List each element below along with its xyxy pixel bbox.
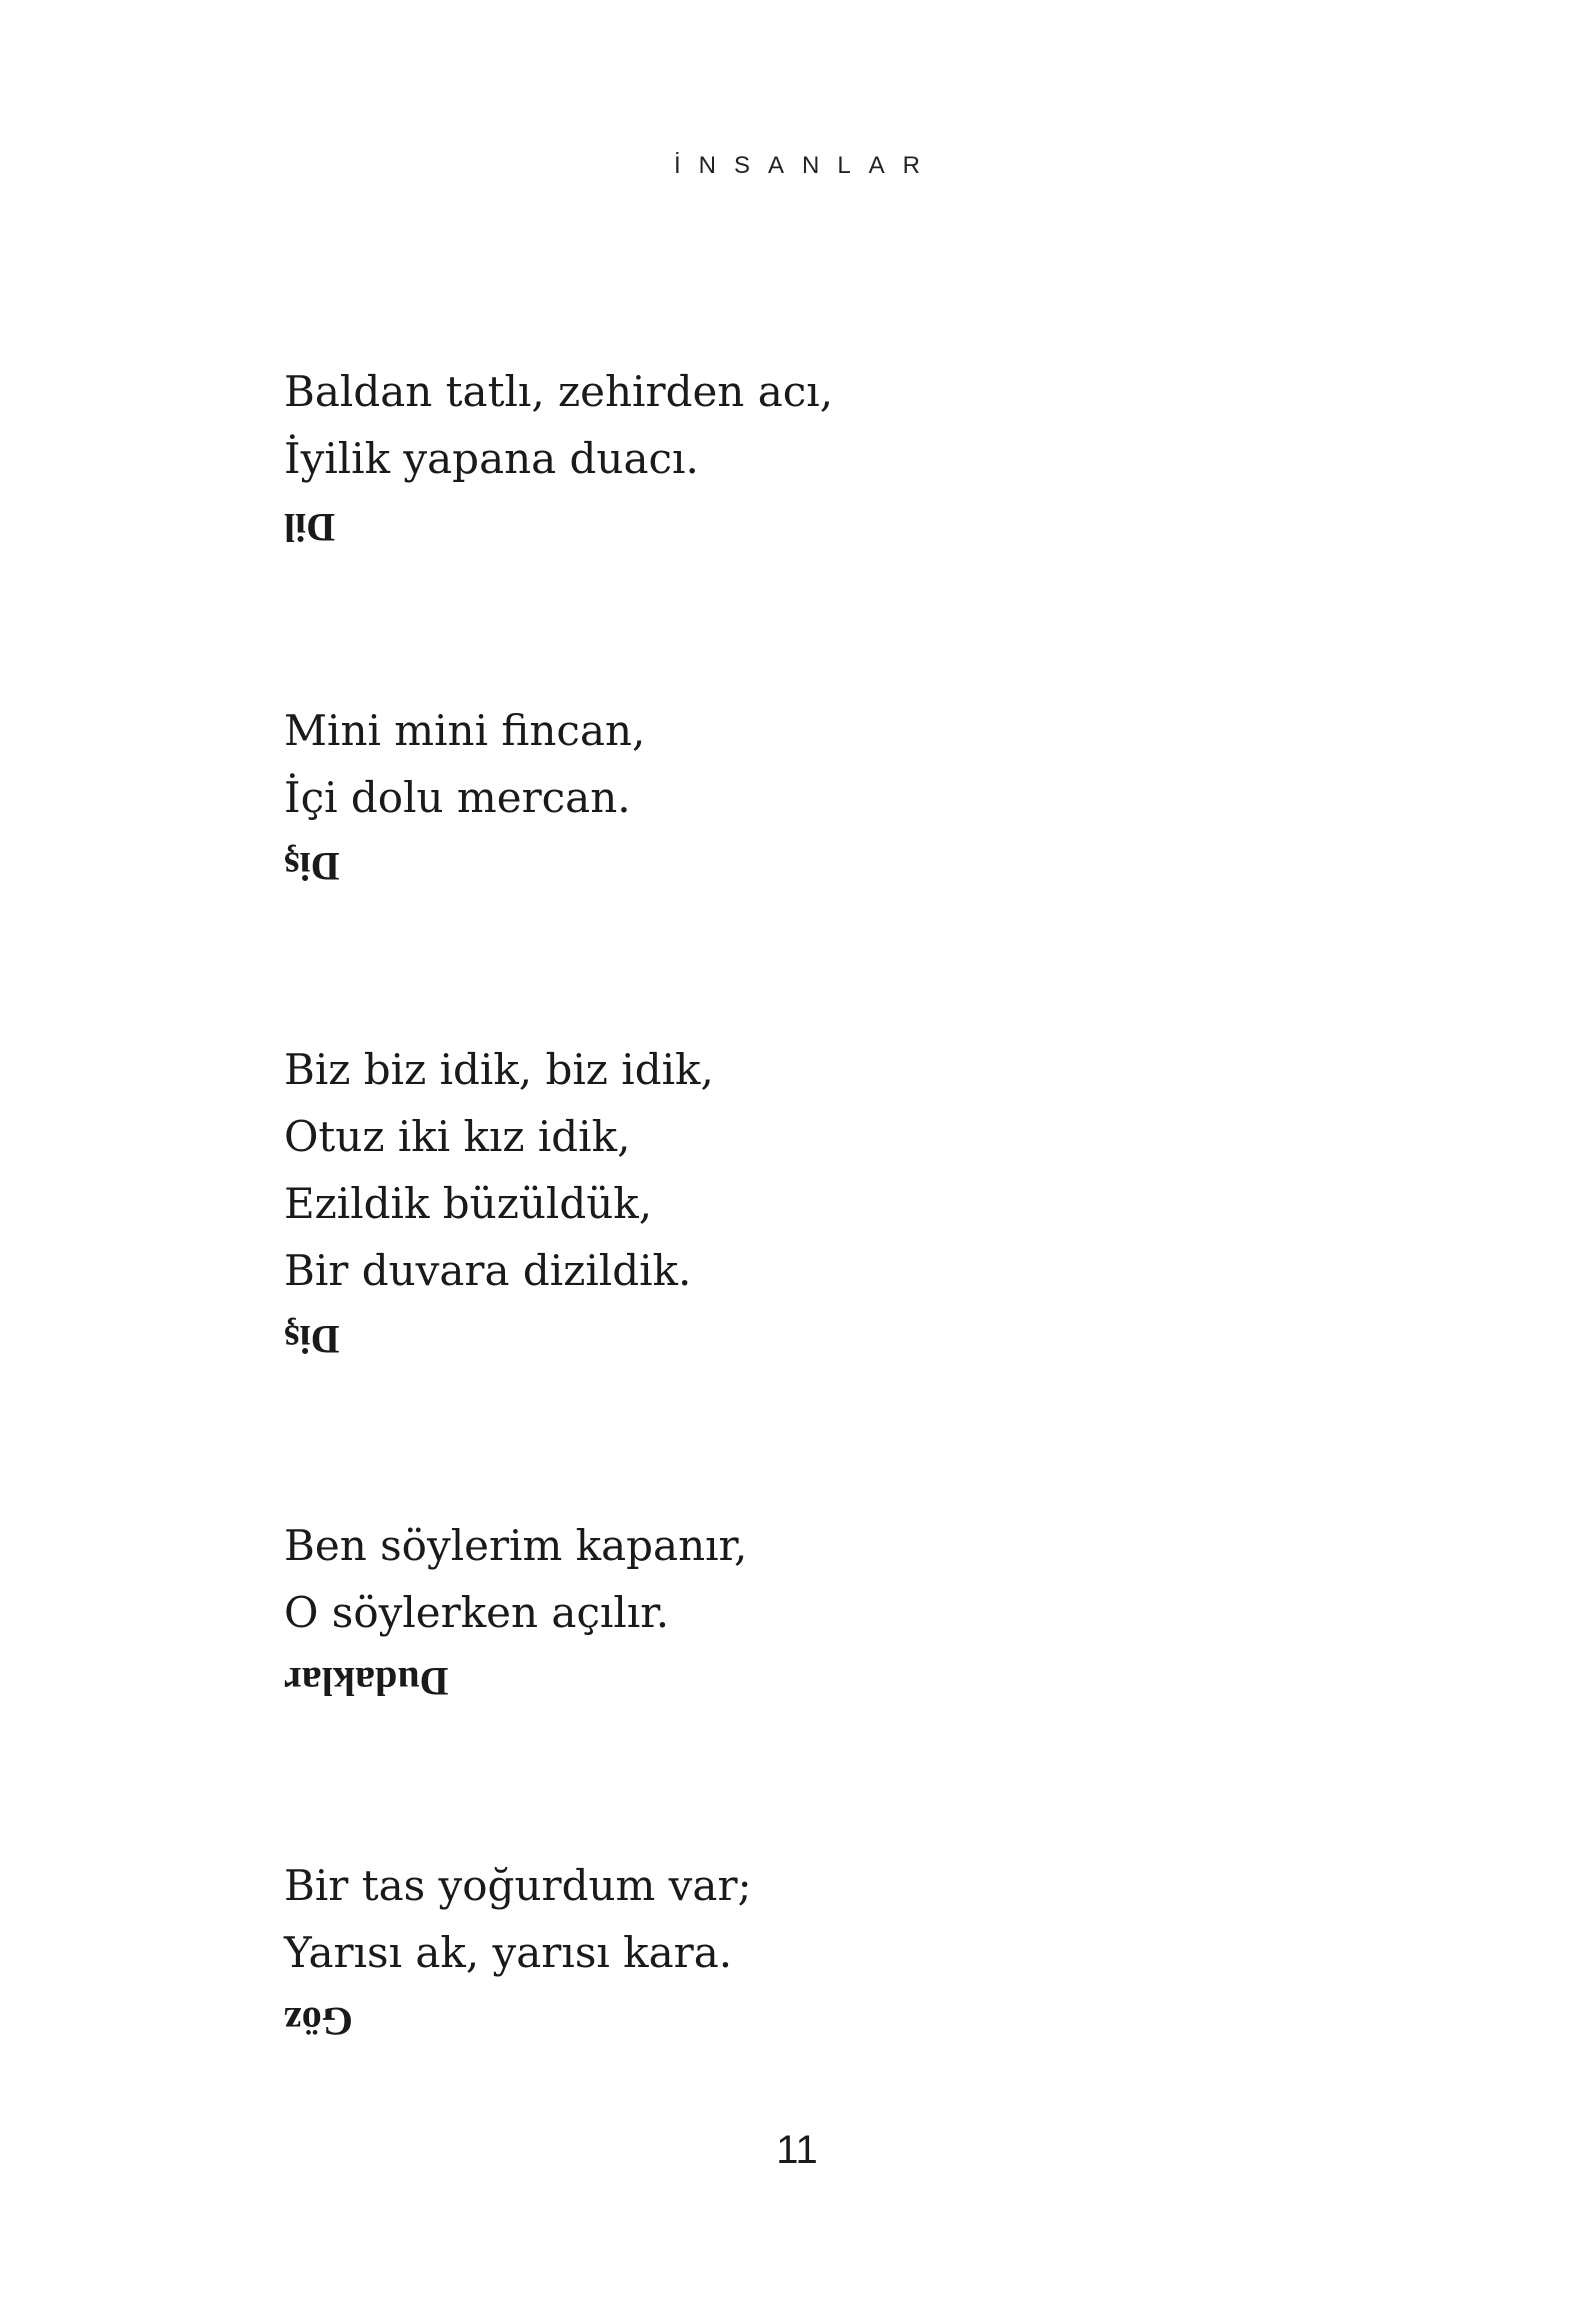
riddle-3 xyxy=(284,1036,714,1371)
page-number: 11 xyxy=(776,2128,818,2172)
riddle-1 xyxy=(284,358,833,559)
riddle-line: Yarısı ak, yarısı kara. xyxy=(284,1928,733,1977)
riddle-2 xyxy=(284,697,645,898)
riddle-answer-upside-down: Dil xyxy=(284,505,336,550)
riddle-line: Baldan tatlı, zehirden acı, xyxy=(284,367,834,416)
riddle-line: Mini mini fincan, xyxy=(284,706,646,755)
riddle-line: Bir duvara dizildik. xyxy=(284,1246,692,1295)
riddle-line: İçi dolu mercan. xyxy=(284,773,631,822)
riddle-line: Biz biz idik, biz idik, xyxy=(284,1045,714,1094)
running-head: İNSANLAR xyxy=(673,152,939,179)
riddle-5 xyxy=(284,1852,752,2053)
riddle-answer-upside-down: Diş xyxy=(284,1317,340,1362)
riddle-line: O söylerken açılır. xyxy=(284,1588,670,1637)
riddle-answer-upside-down: Göz xyxy=(284,1999,353,2044)
riddle-answer-upside-down: Diş xyxy=(284,844,340,889)
riddle-line: Bir tas yoğurdum var; xyxy=(284,1861,752,1910)
riddle-line: Ezildik büzüldük, xyxy=(284,1179,653,1228)
riddle-line: Otuz iki kız idik, xyxy=(284,1112,631,1161)
riddle-answer-upside-down: Dudaklar xyxy=(284,1659,449,1704)
riddle-4 xyxy=(284,1512,747,1713)
riddle-line: İyilik yapana duacı. xyxy=(284,434,699,483)
riddle-line: Ben söylerim kapanır, xyxy=(284,1521,748,1570)
